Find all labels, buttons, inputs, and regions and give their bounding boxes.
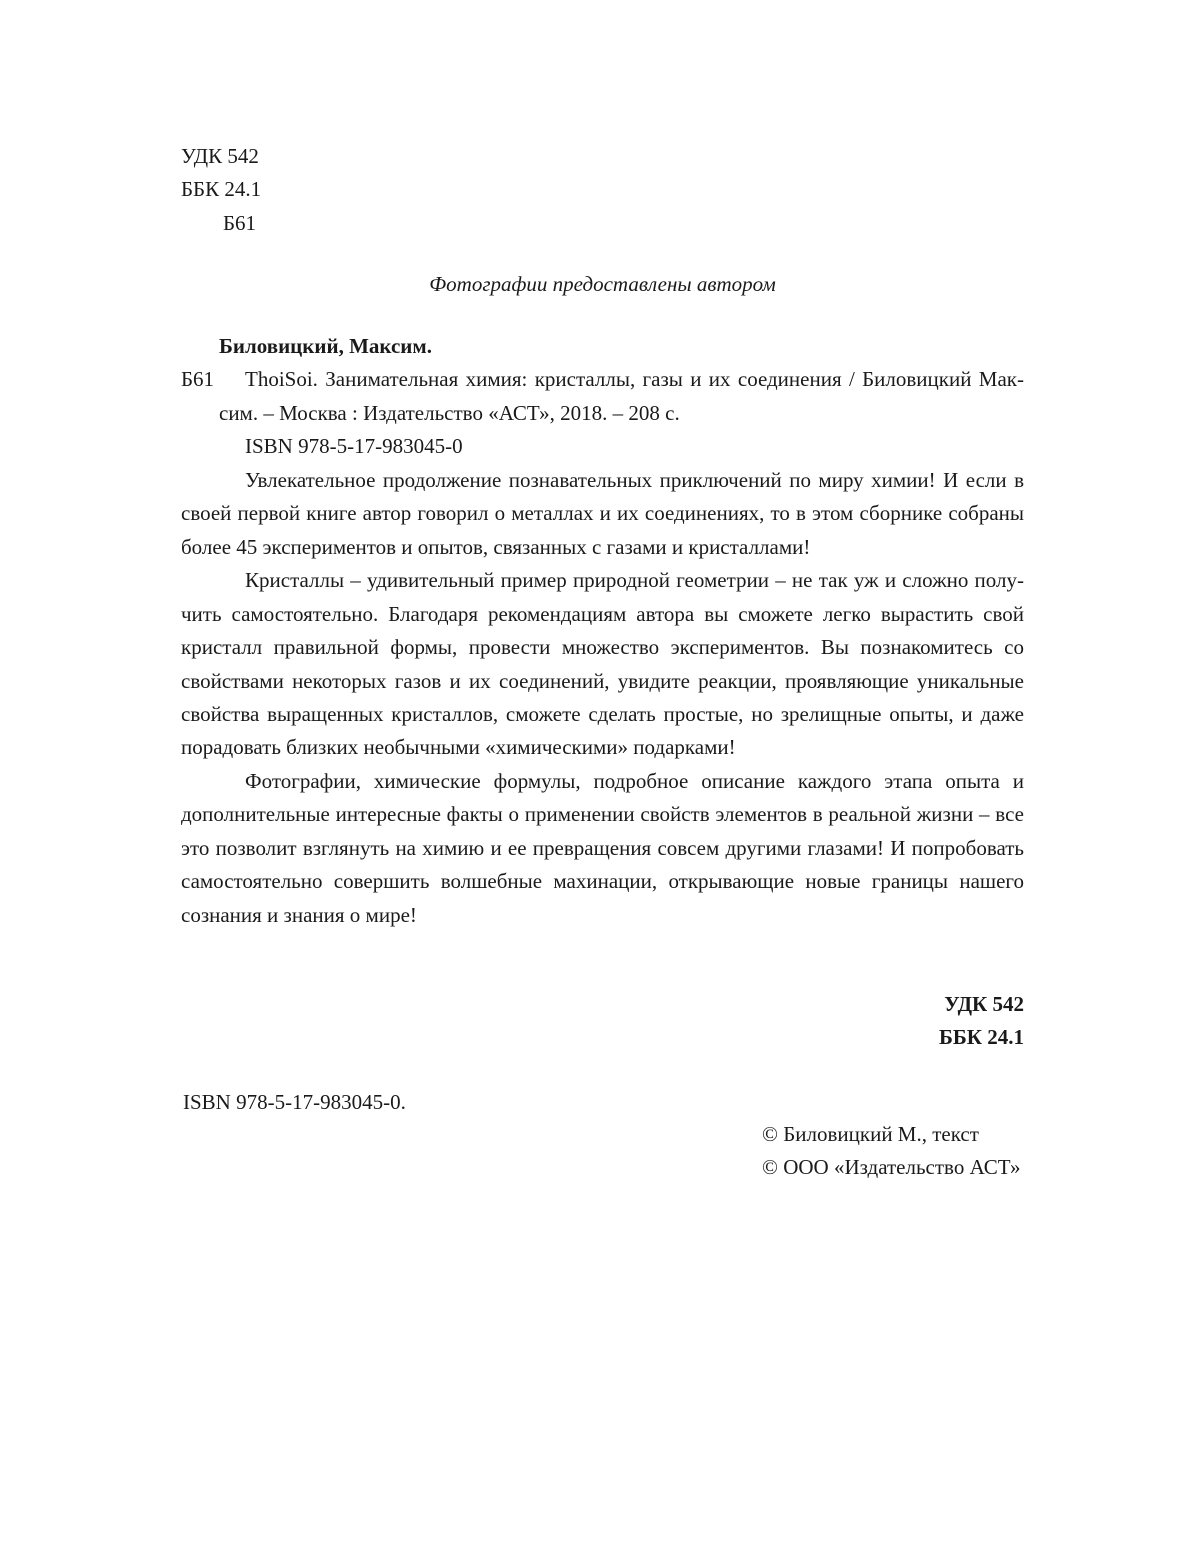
copyright-block — [762, 1118, 1020, 1185]
main-text-block — [181, 330, 1024, 932]
annotation-paragraph-1: Увлекательное продолжение познавательных приключений по миру химии! И если в своей первой книге автор говорил о металлах и их соединениях, то в этом сборнике собраны более 45 экспериментов и опытов, связанных с газами и кристаллами! — [181, 467, 1024, 559]
photo-credit-note: Фотографии предоставлены автором — [429, 272, 776, 296]
udk-number: УДК 542 — [181, 144, 259, 168]
catalog-entry-text: ThoiSoi. Занимательная химия: кристаллы, газы и их соединения / Биловицкий Максим. – Москва : Издательство «АСТ», 2018. – 208 с. — [219, 367, 1024, 425]
isbn-footer: ISBN 978-5-17-983045-0. — [183, 1090, 406, 1114]
bbk-number-footer: ББК 24.1 — [939, 1025, 1024, 1050]
copyright-line-author: © Биловицкий М., текст — [762, 1122, 979, 1146]
isbn-catalog: ISBN 978-5-17-983045-0 — [245, 434, 463, 459]
author-sign: Б61 — [223, 210, 257, 235]
bbk-number: ББК 24.1 — [181, 177, 262, 202]
catalog-entry — [181, 363, 1024, 430]
classification-header — [181, 140, 261, 240]
copyright-line-publisher: © ООО «Издательство АСТ» — [762, 1155, 1021, 1180]
author-sign-margin: Б61 — [181, 367, 215, 392]
annotation-paragraph-2: Кристаллы – удивительный пример природной геометрии – не так уж и сложно получить самостоятельно. Благодаря рекомендациям автора вы сможете легко вырастить свой кристалл правильной формы, провести множество экспериментов. Вы познакомитесь со свойствами некоторых газов и их соединений, увидите реакции, проявляющие уникальные свойства выращенных кристаллов, сможете сделать простые, но зрелищные опыты, и даже порадовать близких необычными «химическими» подарками! — [181, 568, 1024, 760]
annotation-paragraph-3: Фотографии, химические формулы, подробное описание каждого этапа опыта и дополнительные интересные факты о применении свойств элементов в реальной жизни – все это позволит взглянуть на химию и ее превращения совсем другими глазами! И попробовать самостоятельно совершить волшебные махинации, открывающие новые границы нашего сознания и знания о мире! — [181, 768, 1024, 927]
classification-footer — [181, 988, 1024, 1055]
udk-number-footer: УДК 542 — [944, 992, 1024, 1016]
author-heading: Биловицкий, Максим. — [219, 334, 432, 358]
